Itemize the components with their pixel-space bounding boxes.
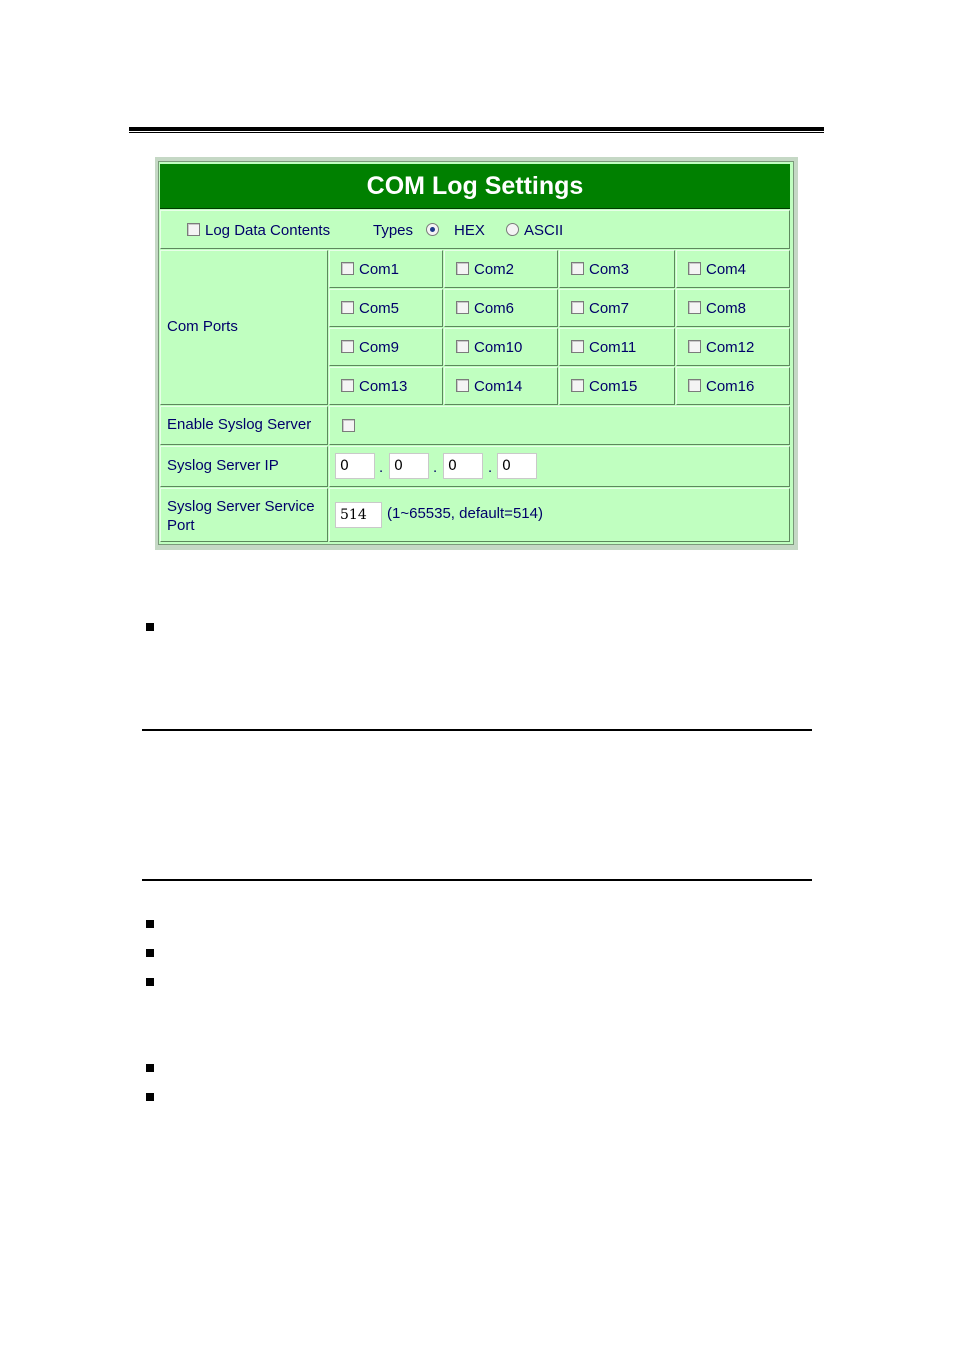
com-port-label: Com2: [474, 261, 515, 278]
ip-separator: .: [488, 459, 493, 476]
com-port-checkbox[interactable]: [571, 262, 584, 275]
bullet-marker: [146, 623, 154, 631]
com-port-checkbox[interactable]: [456, 301, 469, 314]
com-port-checkbox[interactable]: [688, 262, 701, 275]
types-label: Types: [373, 222, 414, 239]
enable-syslog-label: Enable Syslog Server: [167, 416, 312, 433]
bullet-marker: [146, 920, 154, 928]
com-port-checkbox[interactable]: [456, 379, 469, 392]
divider-line: [142, 729, 812, 731]
log-data-label: Log Data Contents: [205, 222, 331, 239]
hex-radio[interactable]: [426, 223, 439, 236]
top-rule-thick: [129, 127, 824, 131]
com-port-label: Com15: [589, 378, 638, 395]
settings-title: COM Log Settings: [160, 164, 790, 209]
com-port-checkbox[interactable]: [341, 340, 354, 353]
com-port-label: Com1: [359, 261, 400, 278]
syslog-ip-octet-4[interactable]: 0: [497, 453, 537, 479]
syslog-ip-octet-3[interactable]: 0: [443, 453, 483, 479]
bullet-marker: [146, 1064, 154, 1072]
com-port-label: Com12: [706, 339, 755, 356]
com-port-checkbox[interactable]: [456, 262, 469, 275]
syslog-port-hint: (1~65535, default=514): [387, 505, 543, 522]
top-rule-thin: [129, 132, 824, 133]
com-port-label: Com3: [589, 261, 630, 278]
com-port-checkbox[interactable]: [571, 301, 584, 314]
com-port-checkbox[interactable]: [688, 301, 701, 314]
bullet-marker: [146, 978, 154, 986]
ip-separator: .: [379, 459, 384, 476]
com-port-label: Com5: [359, 300, 400, 317]
ip-separator: .: [433, 459, 438, 476]
bullet-marker: [146, 949, 154, 957]
com-port-label: Com8: [706, 300, 747, 317]
com-port-label: Com13: [359, 378, 408, 395]
com-port-label: Com10: [474, 339, 523, 356]
com-port-checkbox[interactable]: [456, 340, 469, 353]
enable-syslog-checkbox[interactable]: [342, 419, 355, 432]
com-port-label: Com9: [359, 339, 400, 356]
syslog-ip-octet-2[interactable]: 0: [389, 453, 429, 479]
com-port-label: Com6: [474, 300, 515, 317]
com-port-label: Com14: [474, 378, 523, 395]
com-port-label: Com7: [589, 300, 630, 317]
bullet-marker: [146, 1093, 154, 1101]
log-data-checkbox[interactable]: [187, 223, 200, 236]
com-port-checkbox[interactable]: [688, 379, 701, 392]
com-port-checkbox[interactable]: [341, 379, 354, 392]
com-port-checkbox[interactable]: [571, 340, 584, 353]
com-port-checkbox[interactable]: [341, 262, 354, 275]
com-port-label: Com11: [589, 339, 637, 356]
hex-label: HEX: [454, 222, 485, 239]
com-port-label: Com16: [706, 378, 755, 395]
com-port-checkbox[interactable]: [571, 379, 584, 392]
enable-syslog-value-cell: [329, 406, 790, 445]
syslog-port-input[interactable]: 514: [335, 502, 382, 528]
com-port-checkbox[interactable]: [341, 301, 354, 314]
com-port-checkbox[interactable]: [688, 340, 701, 353]
ascii-label: ASCII: [524, 222, 564, 239]
syslog-ip-octet-1[interactable]: 0: [335, 453, 375, 479]
syslog-ip-label: Syslog Server IP: [167, 457, 279, 474]
divider-line: [142, 879, 812, 881]
com-port-label: Com4: [706, 261, 747, 278]
com-ports-label: Com Ports: [167, 318, 238, 335]
ascii-radio[interactable]: [506, 223, 519, 236]
syslog-port-label: Syslog Server Service Port: [167, 498, 315, 534]
